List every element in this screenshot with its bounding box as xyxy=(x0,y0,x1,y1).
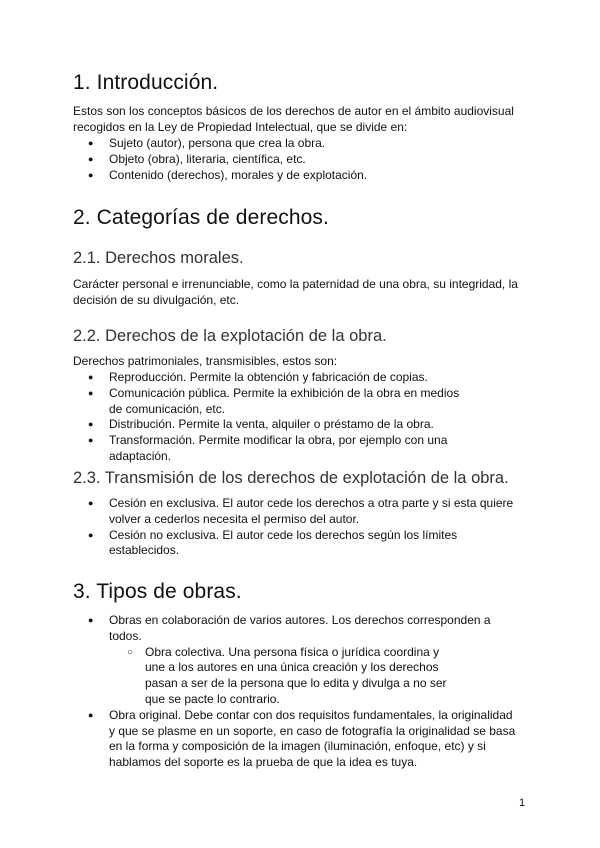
list-item: ● Cesión en exclusiva. El autor cede los derechos a otra parte y si esta quiere volver a cederlos necesita el permiso del autor. xyxy=(73,496,518,528)
list-item: ● Cesión no exclusiva. El autor cede los derechos según los límites establecidos. xyxy=(73,528,518,560)
list-item: ● Obra original. Debe contar con dos requisitos fundamentales, la originalidad y que se plasme en un soporte, en caso de fotografía la originalidad se basa en la forma y composición de la imagen (iluminación, enfoque, etc) y si hablamos del soporte es la prueba de que la idea es tuya. xyxy=(73,708,518,771)
subheading-transmision: 2.3. Transmisión de los derechos de explotación de la obra. xyxy=(73,469,509,487)
page-number: 1 xyxy=(519,797,526,809)
list-item: ● Sujeto (autor), persona que crea la obra. xyxy=(73,136,533,152)
subheading-derechos-morales: 2.1. Derechos morales. xyxy=(73,249,244,267)
list-item: ● Transformación. Permite modificar la obra, por ejemplo con una adaptación. xyxy=(73,433,473,465)
sub-list-item: ○ Obra colectiva. Una persona física o jurídica coordina y une a los autores en una única creación y los derechos pasan a ser de la persona que lo edita y divulga a no ser que se pacte lo contrario. xyxy=(109,645,454,708)
list-item: ● Contenido (derechos), morales y de explotación. xyxy=(73,168,533,184)
list-item: ● Distribución. Permite la venta, alquiler o préstamo de la obra. xyxy=(73,417,473,433)
list-item: ● Comunicación pública. Permite la exhibición de la obra en medios de comunicación, etc. xyxy=(73,386,473,418)
subheading-derechos-explotacion: 2.2. Derechos de la explotación de la obra. xyxy=(73,327,387,345)
derechos-explotacion-intro: Derechos patrimoniales, transmisibles, estos son: xyxy=(73,354,338,368)
heading-introduccion: 1. Introducción. xyxy=(73,71,219,94)
heading-tipos-obras: 3. Tipos de obras. xyxy=(73,580,242,603)
derechos-morales-paragraph: Carácter personal e irrenunciable, como la paternidad de una obra, su integridad, la decisión de su divulgación, etc. xyxy=(73,277,518,307)
intro-list xyxy=(73,136,533,183)
heading-categorias: 2. Categorías de derechos. xyxy=(73,206,329,229)
list-item: ● Reproducción. Permite la obtención y fabricación de copias. xyxy=(73,370,473,386)
tipos-obras-list xyxy=(73,613,518,771)
explotacion-list xyxy=(73,370,473,465)
list-item: ● Objeto (obra), literaria, científica, etc. xyxy=(73,152,533,168)
list-item-text: Obras en colaboración de varios autores. Los derechos corresponden a todos. xyxy=(109,613,491,643)
sub-list xyxy=(109,645,454,708)
transmision-list xyxy=(73,496,518,559)
list-item xyxy=(73,613,518,708)
intro-paragraph: Estos son los conceptos básicos de los derechos de autor en el ámbito audiovisual recogidos en la Ley de Propiedad Intelectual, que se divide en: xyxy=(73,104,514,134)
